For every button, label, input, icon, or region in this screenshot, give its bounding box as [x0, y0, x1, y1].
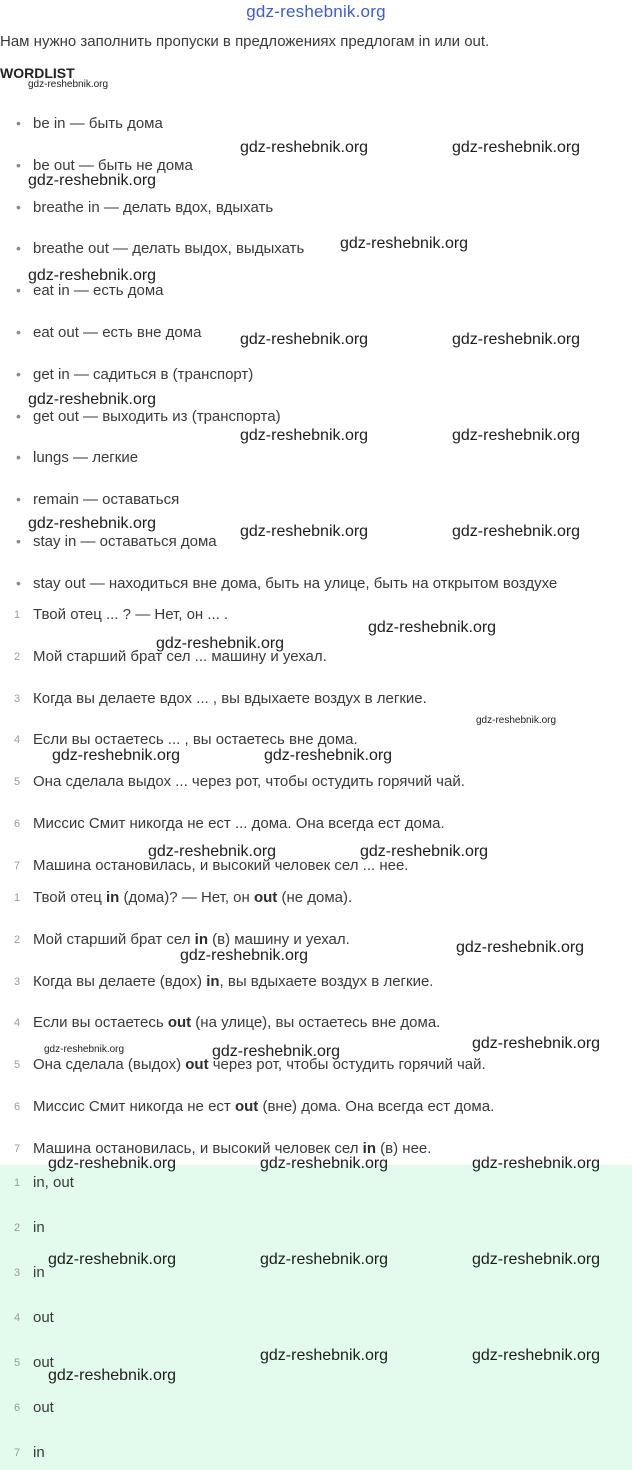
bullet-icon: • [16, 449, 21, 465]
answer-word: in [206, 973, 220, 990]
item-text: remain — оставаться [33, 491, 180, 508]
bullet-icon: • [16, 115, 21, 131]
watermark-text: gdz-reshebnik.org [28, 515, 157, 532]
watermark-text: gdz-reshebnik.org [156, 635, 285, 652]
watermark-text: gdz-reshebnik.org [452, 427, 581, 444]
item-text: breathe in — делать вдох, вдыхать [33, 199, 274, 216]
text-fragment: , вы вдыхаете воздух в легкие. [219, 973, 434, 990]
text-fragment: Мой старший брат сел [33, 931, 195, 948]
item-number: 7 [14, 1447, 21, 1459]
text-fragment: Она сделала (выдох) [33, 1056, 186, 1073]
item-number: 6 [14, 1101, 21, 1113]
item-number: 4 [14, 1017, 21, 1029]
text-fragment: (в) машину и уехал. [208, 931, 350, 948]
item-number: 2 [14, 1222, 21, 1234]
watermark-text: gdz-reshebnik.org [48, 1367, 177, 1384]
item-text: Миссис Смит никогда не ест ... дома. Она всегда ест дома. [33, 815, 445, 832]
bullet-icon: • [16, 408, 21, 424]
bullet-icon: • [16, 240, 21, 256]
watermark-text: gdz-reshebnik.org [148, 843, 277, 860]
watermark-text: gdz-reshebnik.org [240, 523, 369, 540]
text-fragment: (в) нее. [376, 1140, 432, 1157]
text-fragment: Когда вы делаете (вдох) [33, 973, 207, 990]
item-number: 1 [14, 892, 21, 904]
watermark-text: gdz-reshebnik.org [28, 391, 157, 408]
answer-word: out [185, 1056, 209, 1073]
watermark-text: gdz-reshebnik.org [48, 1155, 177, 1172]
item-text: Машина остановилась, и высокий человек сел ... нее. [33, 857, 409, 874]
item-text: get in — садиться в (транспорт) [33, 366, 254, 383]
item-number: 5 [14, 776, 21, 788]
answer-word: in [362, 1140, 377, 1157]
watermark-text: gdz-reshebnik.org [240, 139, 369, 156]
item-text: out [33, 1309, 54, 1326]
item-number: 5 [14, 1357, 21, 1369]
item-text: out [33, 1399, 54, 1416]
answer-word: out [253, 889, 278, 906]
item-text [33, 1098, 494, 1115]
watermark-text: gdz-reshebnik.org [368, 619, 497, 636]
item-text [33, 931, 350, 948]
item-text: lungs — легкие [33, 449, 139, 466]
watermark-text: gdz-reshebnik.org [52, 747, 181, 764]
item-text: Она сделала выдох ... через рот, чтобы остудить горячий чай. [33, 773, 465, 790]
watermark-text: gdz-reshebnik.org [452, 523, 581, 540]
item-number: 2 [14, 934, 21, 946]
watermark-text: gdz-reshebnik.org [212, 1043, 341, 1060]
watermark-text: gdz-reshebnik.org [456, 939, 585, 956]
watermark-text: gdz-reshebnik.org [260, 1347, 389, 1364]
wordlist-heading: WORDLIST [0, 65, 75, 81]
bullet-icon: • [16, 366, 21, 382]
item-number: 1 [14, 609, 21, 621]
item-number: 6 [14, 818, 21, 830]
item-text: in, out [33, 1174, 74, 1191]
item-text: Если вы остаетесь ... , вы остаетесь вне дома. [33, 731, 358, 748]
item-text: Когда вы делаете вдох ... , вы вдыхаете воздух в легкие. [33, 690, 427, 707]
watermark-text: gdz-reshebnik.org [452, 139, 581, 156]
item-number: 7 [14, 860, 21, 872]
watermark-text: gdz-reshebnik.org [360, 843, 489, 860]
watermark-text: gdz-reshebnik.org [472, 1155, 601, 1172]
watermark-text: gdz-reshebnik.org [28, 79, 109, 90]
text-fragment: (вне) дома. Она всегда ест дома. [258, 1098, 495, 1115]
answers-panel [0, 1165, 632, 1470]
item-text: stay out — находиться вне дома, быть на улице, быть на открытом воздухе [33, 575, 558, 592]
text-fragment: Если вы остаетесь [33, 1014, 168, 1031]
item-number: 3 [14, 976, 21, 988]
item-text: get out — выходить из (транспорта) [33, 408, 281, 425]
item-text: eat out — есть вне дома [33, 324, 202, 341]
watermark-text: gdz-reshebnik.org [28, 172, 157, 189]
watermark-text: gdz-reshebnik.org [44, 1044, 125, 1055]
item-text [33, 973, 433, 990]
item-text [33, 1014, 440, 1031]
item-text: be in — быть дома [33, 115, 163, 132]
item-number: 4 [14, 734, 21, 746]
item-number: 4 [14, 1312, 21, 1324]
answer-word: in [194, 931, 208, 948]
watermark-text: gdz-reshebnik.org [476, 715, 557, 726]
item-number: 3 [14, 693, 21, 705]
item-number: 5 [14, 1059, 21, 1071]
text-fragment: (на улице), вы остаетесь вне дома. [191, 1014, 441, 1031]
bullet-icon: • [16, 491, 21, 507]
watermark-text: gdz-reshebnik.org [472, 1035, 601, 1052]
watermark-text: gdz-reshebnik.org [48, 1251, 177, 1268]
text-fragment: через рот, чтобы остудить горячий чай. [208, 1056, 486, 1073]
watermark-text: gdz-reshebnik.org [472, 1251, 601, 1268]
text-fragment: Машина остановилась, и высокий человек сел [33, 1140, 363, 1157]
task-description: Нам нужно заполнить пропуски в предложениях предлогам in или out. [0, 33, 490, 50]
item-text: eat in — есть дома [33, 282, 164, 299]
text-fragment: (не дома). [277, 889, 353, 906]
item-number: 7 [14, 1143, 21, 1155]
bullet-icon: • [16, 157, 21, 173]
item-text: Мой старший брат сел ... машину и уехал. [33, 648, 327, 665]
answer-word: out [167, 1014, 192, 1031]
answer-word: out [234, 1098, 259, 1115]
item-number: 2 [14, 651, 21, 663]
item-text: Твой отец ... ? — Нет, он ... . [33, 606, 229, 623]
item-text: be out — быть не дома [33, 157, 193, 174]
watermark-text: gdz-reshebnik.org [260, 1251, 389, 1268]
bullet-icon: • [16, 282, 21, 298]
watermark-text: gdz-reshebnik.org [340, 235, 469, 252]
item-text: in [33, 1444, 45, 1461]
watermark-text: gdz-reshebnik.org [452, 331, 581, 348]
item-text: out [33, 1354, 54, 1371]
item-number: 3 [14, 1267, 21, 1279]
text-fragment: Твой отец [33, 889, 107, 906]
watermark-text: gdz-reshebnik.org [28, 267, 157, 284]
item-text [33, 889, 352, 906]
site-title-link[interactable]: gdz-reshebnik.org [246, 2, 386, 21]
item-text: stay in — оставаться дома [33, 533, 217, 550]
bullet-icon: • [16, 533, 21, 549]
item-text: in [33, 1219, 45, 1236]
item-number: 6 [14, 1402, 21, 1414]
text-fragment: (дома)? — Нет, он [119, 889, 254, 906]
item-number: 1 [14, 1177, 21, 1189]
watermark-text: gdz-reshebnik.org [240, 331, 369, 348]
answer-word: in [106, 889, 120, 906]
watermark-text: gdz-reshebnik.org [240, 427, 369, 444]
item-text: breathe out — делать выдох, выдыхать [33, 240, 305, 257]
watermark-text: gdz-reshebnik.org [264, 747, 393, 764]
bullet-icon: • [16, 324, 21, 340]
watermark-text: gdz-reshebnik.org [180, 947, 309, 964]
item-text: in [33, 1264, 45, 1281]
text-fragment: Миссис Смит никогда не ест [33, 1098, 235, 1115]
watermark-text: gdz-reshebnik.org [260, 1155, 389, 1172]
bullet-icon: • [16, 199, 21, 215]
bullet-icon: • [16, 575, 21, 591]
watermark-text: gdz-reshebnik.org [472, 1347, 601, 1364]
